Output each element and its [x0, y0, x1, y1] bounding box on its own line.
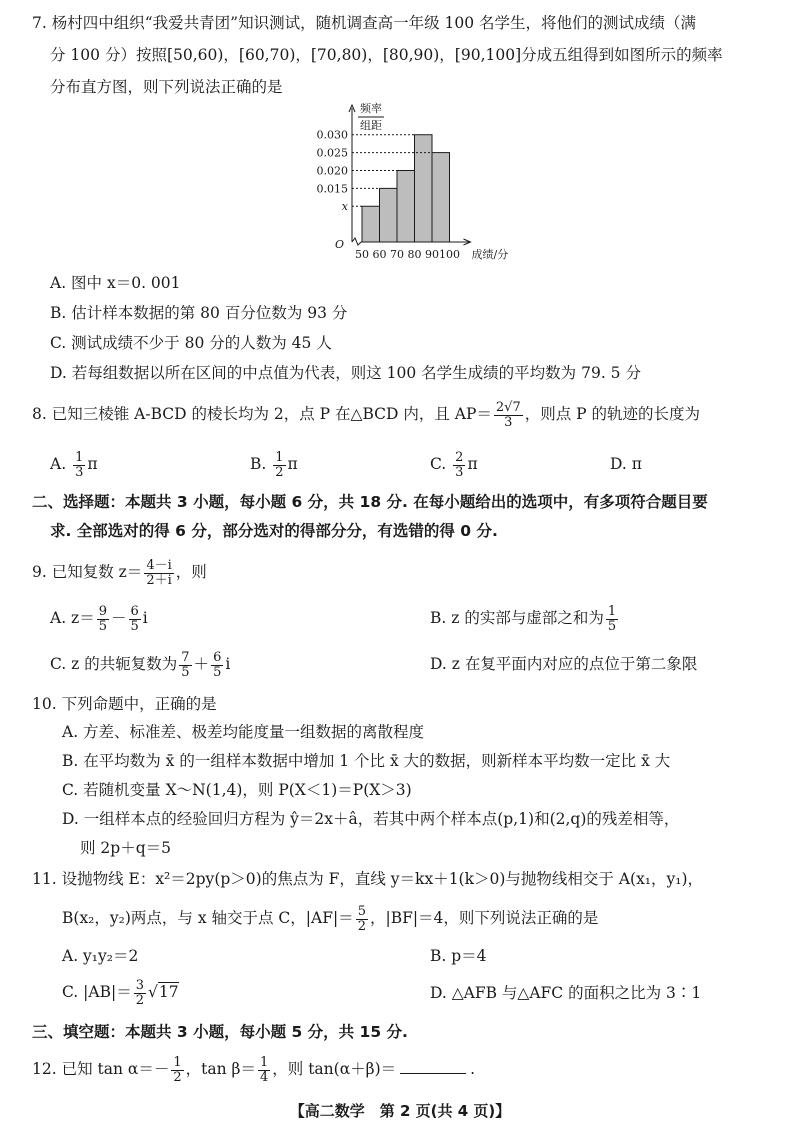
q9-b-frac — [606, 605, 618, 634]
q8-c-label: C. — [430, 455, 447, 473]
q7-option-d: D. 若每组数据以所在区间的中点值为代表，则这 100 名学生成绩的平均数为 79. 5 分 — [50, 364, 641, 382]
q9-stem-pre: 9. 已知复数 z＝ — [32, 563, 143, 581]
q9-b-num: 1 — [607, 603, 617, 619]
q12-b-frac — [258, 1056, 270, 1085]
q10-option-d-line2: 则 2p＋q＝5 — [80, 839, 171, 857]
y-tick-label: 0.015 — [316, 182, 348, 196]
q12-answer-blank[interactable] — [400, 1073, 466, 1074]
q8-b-den: 2 — [275, 464, 284, 480]
frequency-histogram — [300, 100, 530, 270]
q8-a-num: 1 — [75, 449, 84, 465]
q11-c-den: 2 — [135, 992, 144, 1008]
q11-af-num: 5 — [357, 903, 366, 919]
q8-b-label: B. — [250, 455, 267, 473]
q11-line2-pre: B(x₂，y₂)两点，与 x 轴交于点 C，|AF|＝ — [62, 909, 354, 927]
q12-mid: ，tan β＝ — [185, 1060, 256, 1078]
q9-a-pre: A. z＝ — [50, 609, 95, 627]
q8-stem-pre: 8. 已知三棱锥 A-BCD 的棱长均为 2，点 P 在△BCD 内，且 AP＝ — [32, 405, 492, 423]
q8-ap-num: 2√7 — [495, 399, 521, 415]
q9-a-frac1 — [97, 605, 109, 634]
q7-stem-line1: 7. 杨村四中组织“我爱共青团”知识测试，随机调查高一年级 100 名学生，将他们的测试成绩（满 — [32, 14, 697, 32]
q12-post: ，则 tan(α＋β)＝ — [272, 1060, 397, 1078]
section3-heading: 三、填空题：本题共 3 小题，每小题 5 分，共 15 分. — [32, 1023, 408, 1041]
q11-line2-post: ，|BF|＝4，则下列说法正确的是 — [369, 909, 599, 927]
histogram-bar — [397, 170, 415, 242]
q8-option-d: D. π — [610, 455, 642, 473]
q9-z-den: 2＋i — [146, 572, 172, 588]
x-axis-break — [352, 238, 361, 245]
origin-label: O — [334, 238, 344, 251]
q9-a-mid: － — [111, 609, 127, 627]
q10-option-c: C. 若随机变量 X～N(1,4)，则 P(X＜1)＝P(X＞3) — [62, 781, 412, 799]
q8-c-fraction — [453, 451, 465, 480]
x-tick-label: 60 — [372, 248, 387, 261]
q11-option-c: C. |AB|＝ $\frac{3}{2}$ √17 — [62, 977, 179, 1008]
q10-stem: 10. 下列命题中，正确的是 — [32, 695, 217, 713]
y-tick-label: 0.020 — [316, 164, 348, 178]
q11-c-pre: C. |AB|＝ — [62, 983, 132, 1001]
q9-b-den: 5 — [607, 618, 617, 634]
q9-a-d2: 5 — [130, 618, 139, 634]
q8-c-pi: π — [467, 455, 478, 473]
q8-option-a — [50, 448, 98, 480]
y-tick-label: x — [341, 200, 348, 214]
q12-a-num: 1 — [173, 1054, 182, 1070]
q9-option-c — [50, 648, 230, 680]
section2-heading-line2: 求. 全部选对的得 6 分，部分选对的得部分分，有选错的得 0 分. — [50, 522, 498, 540]
q11-c-frac — [134, 979, 146, 1008]
q11-option-d: D. △AFB 与△AFC 的面积之比为 3∶1 — [430, 984, 702, 1002]
q9-option-b — [430, 602, 620, 634]
q9-c-d2: 5 — [213, 664, 222, 680]
y-tick-label: 0.030 — [316, 128, 348, 142]
q11-option-b: B. p＝4 — [430, 947, 487, 965]
q8-a-pi: π — [87, 455, 98, 473]
x-tick-label: 80 — [407, 248, 422, 261]
q12-stem — [32, 1053, 475, 1085]
q11-c-sqrt: 17 — [158, 983, 179, 1001]
q8-a-den: 3 — [75, 464, 84, 480]
q8-c-num: 2 — [455, 449, 464, 465]
q7-option-b: B. 估计样本数据的第 80 百分位数为 93 分 — [50, 304, 348, 322]
q8-a-fraction — [73, 451, 85, 480]
q9-a-frac2 — [129, 605, 141, 634]
y-axis-label-bottom: 组距 — [360, 119, 382, 132]
q9-stem-post: ，则 — [175, 563, 207, 581]
x-tick-label: 50 — [355, 248, 369, 261]
q9-b-pre: B. z 的实部与虚部之和为 — [430, 609, 604, 627]
q7-option-a: A. 图中 x＝0. 001 — [50, 274, 181, 292]
q9-z-num: 4－i — [146, 557, 172, 573]
q12-b-num: 1 — [259, 1054, 269, 1070]
q10-option-a: A. 方差、标准差、极差均能度量一组数据的离散程度 — [62, 723, 425, 741]
q9-a-n1: 9 — [98, 603, 107, 619]
q11-af-frac — [356, 905, 368, 934]
q9-c-pre: C. z 的共轭复数为 — [50, 655, 178, 673]
q9-option-d: D. z 在复平面内对应的点位于第二象限 — [430, 655, 698, 673]
q9-c-frac1 — [179, 651, 191, 680]
q8-option-c — [430, 448, 478, 480]
histogram-bar — [432, 153, 450, 242]
q8-b-num: 1 — [275, 449, 284, 465]
x-tick-label: 70 — [390, 248, 404, 261]
q9-c-n2: 6 — [213, 649, 222, 665]
histogram-bar — [415, 135, 433, 242]
q8-ap-fraction — [494, 401, 523, 430]
q8-ap-den: 3 — [504, 414, 513, 430]
q8-option-b — [250, 448, 298, 480]
page-footer: 【高二数学 第 2 页(共 4 页)】 — [289, 1102, 511, 1120]
q12-a-den: 2 — [173, 1069, 182, 1085]
q7-stem-line3: 分布直方图，则下列说法正确的是 — [50, 78, 283, 96]
q9-z-fraction — [144, 559, 173, 588]
section2-heading-line1: 二、选择题：本题共 3 小题，每小题 6 分，共 18 分. 在每小题给出的选项中，有多项符合题目要 — [32, 493, 708, 511]
q7-stem-line2: 分 100 分）按照[50,60)，[60,70)，[70,80)，[80,90)，[90,100]分成五组得到如图所示的频率 — [50, 46, 723, 64]
q12-a-frac — [171, 1056, 183, 1085]
q12-pre: 12. 已知 tan α＝－ — [32, 1060, 170, 1078]
q9-c-mid: ＋ — [193, 655, 210, 673]
q12-b-den: 4 — [259, 1069, 269, 1085]
x-tick-label: 100 — [439, 248, 460, 261]
q8-b-pi: π — [287, 455, 298, 473]
q8-stem — [32, 398, 700, 430]
q8-stem-post: ，则点 P 的轨迹的长度为 — [524, 405, 701, 423]
q11-af-den: 2 — [357, 918, 366, 934]
x-tick-label: 90 — [425, 248, 439, 261]
q8-c-den: 3 — [455, 464, 464, 480]
q11-stem-line2 — [62, 902, 598, 934]
histogram-bar — [380, 188, 398, 242]
q9-a-d1: 5 — [98, 618, 107, 634]
x-axis-label: 成绩/分 — [471, 248, 509, 261]
q7-option-c: C. 测试成绩不少于 80 分的人数为 45 人 — [50, 334, 332, 352]
histogram-bar — [362, 206, 380, 242]
q10-option-d-line1: D. 一组样本点的经验回归方程为 ŷ＝2x＋â，若其中两个样本点(p,1)和(2,q)的残差相等， — [62, 810, 680, 828]
q11-option-a: A. y₁y₂＝2 — [62, 947, 139, 965]
q12-end: . — [470, 1060, 476, 1078]
q11-stem-line1: 11. 设抛物线 E：x²＝2py(p＞0)的焦点为 F，直线 y＝kx＋1(k＞0)与抛物线相交于 A(x₁，y₁)， — [32, 870, 704, 888]
q9-stem — [32, 556, 207, 588]
q9-a-n2: 6 — [130, 603, 139, 619]
q9-c-post: i — [225, 655, 231, 673]
q9-c-frac2 — [211, 651, 223, 680]
q10-option-b: B. 在平均数为 x̄ 的一组样本数据中增加 1 个比 x̄ 大的数据，则新样本平均数一定比 x̄ 大 — [62, 752, 671, 770]
y-axis-label-top: 频率 — [360, 102, 382, 115]
q9-option-a — [50, 602, 148, 634]
q8-b-fraction — [273, 451, 285, 480]
q8-a-label: A. — [50, 455, 67, 473]
q9-c-d1: 5 — [181, 664, 190, 680]
y-tick-label: 0.025 — [316, 146, 348, 160]
q9-c-n1: 7 — [181, 649, 190, 665]
q9-a-post: i — [142, 609, 148, 627]
q11-c-num: 3 — [135, 977, 144, 993]
